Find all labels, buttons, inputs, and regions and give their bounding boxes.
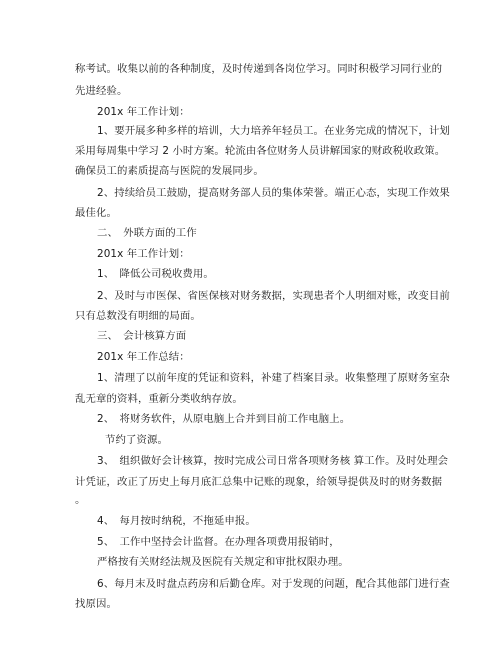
text-line: 节约了资源。 <box>105 434 168 446</box>
section-heading: 三、 会计核算方面 <box>97 330 187 342</box>
text-line: 最佳化。 <box>75 207 117 219</box>
text-line: 确保员工的素质提高与医院的发展同步。 <box>75 165 264 177</box>
text-line: 4、 每月按时纳税，不拖延申报。 <box>97 515 256 527</box>
text-line: 称考试。收集以前的各种制度，及时传递到各岗位学习。同时积极学习同行业的 <box>75 63 443 75</box>
text-line: 采用每周集中学习 2 小时方案。轮流由各位财务人员讲解国家的财政税收政策。 <box>75 145 446 157</box>
text-line: 。 <box>75 494 86 506</box>
text-line: 201x 年工作计划： <box>97 106 190 118</box>
text-line: 计凭证，改正了历史上每月底汇总集中记账的现象，给领导提供及时的财务数据 <box>75 476 443 488</box>
text-line: 5、 工作中坚持会计监督。在办理各项费用报销时， <box>97 536 340 548</box>
text-line: 6、每月末及时盘点药房和后勤仓库。对于发现的问题，配合其他部门进行查 <box>97 578 450 590</box>
text-line: 1、 降低公司税收费用。 <box>97 268 214 280</box>
text-line: 乱无章的资料，重新分类收纳存放。 <box>75 393 243 405</box>
text-line: 1、清理了以前年度的凭证和资料，补建了档案目录。收集整理了原财务室杂 <box>97 372 450 384</box>
text-line: 2、及时与市医保、省医保核对财务数据，实现患者个人明细对账，改变目前 <box>97 290 450 302</box>
text-line: 2、 将财务软件，从原电脑上合并到目前工作电脑上。 <box>97 413 351 425</box>
text-line: 201x 年工作总结： <box>97 351 190 363</box>
text-line: 只有总数没有明细的局面。 <box>75 310 201 322</box>
text-line: 严格按有关财经法规及医院有关规定和审批权限办理。 <box>97 556 349 568</box>
text-line: 1、要开展多种多样的培训，大力培养年轻员工。在业务完成的情况下，计划 <box>97 125 450 137</box>
text-line: 3、 组织做好会计核算，按时完成公司日常各项财务核 算工作。及时处理会 <box>97 455 449 467</box>
text-line: 201x 年工作计划： <box>97 248 190 260</box>
text-line: 2、持续给员工鼓励，提高财务部人员的集体荣誉。端正心态，实现工作效果 <box>97 187 450 199</box>
text-line: 找原因。 <box>75 598 117 610</box>
section-heading: 二、 外联方面的工作 <box>97 227 197 239</box>
text-line: 先进经验。 <box>75 85 128 97</box>
